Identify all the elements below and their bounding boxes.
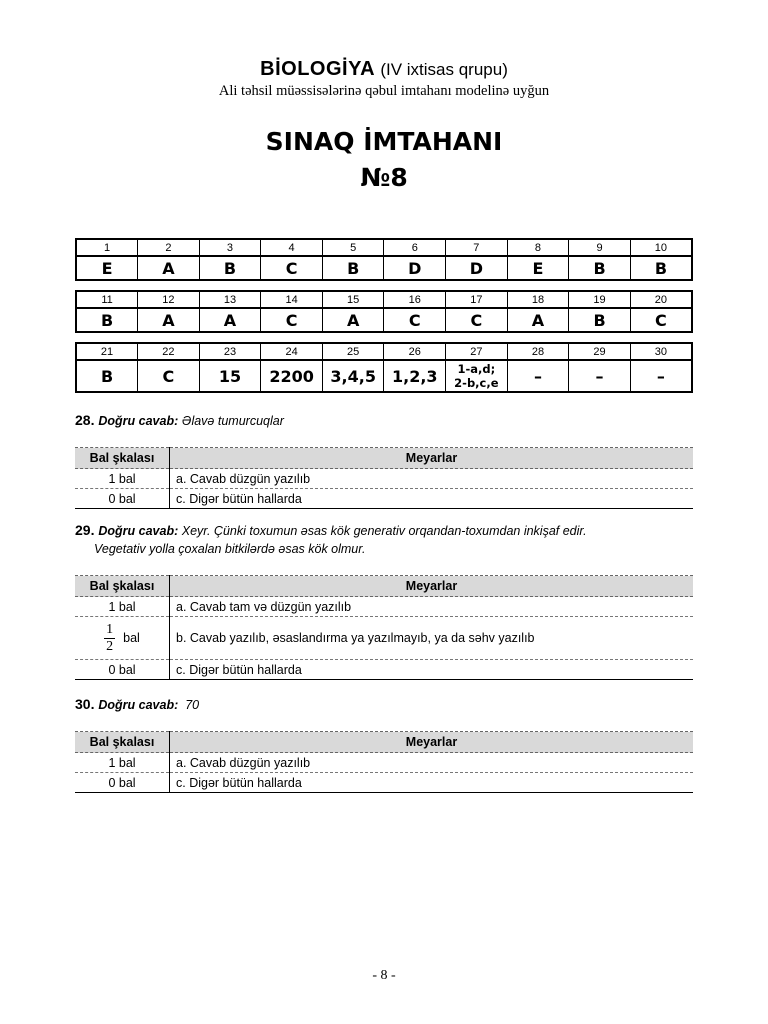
answer-value: A (507, 308, 569, 332)
question-number: 9 (569, 239, 631, 256)
score-cell: 0 bal (75, 660, 170, 680)
question-number: 7 (446, 239, 508, 256)
table-row (75, 597, 693, 617)
criteria-cell: a. Cavab tam və düzgün yazılıb (170, 597, 694, 617)
subject-group: (IV ixtisas qrupu) (380, 60, 508, 79)
question-number: 2 (138, 239, 200, 256)
question-number: 19 (569, 291, 631, 308)
exam-title-block (0, 124, 768, 196)
question-number: 6 (384, 239, 446, 256)
score-scale-header: Bal şkalası (75, 448, 170, 469)
table-row (75, 660, 693, 680)
question-number: 16 (384, 291, 446, 308)
table-row (75, 469, 693, 489)
answer-value: C (446, 308, 508, 332)
answer-value: B (569, 308, 631, 332)
answer-line-1: 1-a,d; (457, 362, 496, 376)
scoring-table-29 (75, 575, 693, 680)
question-number: 17 (446, 291, 508, 308)
table-row (75, 773, 693, 793)
answer-value: – (569, 360, 631, 392)
fraction (104, 622, 115, 655)
criteria-cell: c. Digər bütün hallarda (170, 660, 694, 680)
answer-value: B (569, 256, 631, 280)
score-cell: 1 bal (75, 597, 170, 617)
scoring-table-28 (75, 447, 693, 509)
scoring-table-30 (75, 731, 693, 793)
answer-value: C (261, 308, 323, 332)
answer-value: A (322, 308, 384, 332)
fraction-numerator: 1 (106, 621, 114, 637)
answer-line-2: 2-b,c,e (454, 376, 499, 390)
question-number: 27 (446, 343, 508, 360)
criteria-header: Meyarlar (170, 732, 694, 753)
score-cell-fraction (75, 617, 170, 660)
question-number: 25 (322, 343, 384, 360)
answer-value: A (138, 256, 200, 280)
answer-value-matching (446, 360, 508, 392)
fraction-denominator: 2 (106, 638, 114, 654)
question-number: 29 (569, 343, 631, 360)
question-number-label: 30 (75, 696, 91, 712)
answer-value: – (630, 360, 692, 392)
correct-answer-label: Doğru cavab: (98, 524, 179, 538)
answer-value: A (199, 308, 261, 332)
criteria-header: Meyarlar (170, 576, 694, 597)
question-number: 13 (199, 291, 261, 308)
question-number: 5 (322, 239, 384, 256)
question-number: 21 (76, 343, 138, 360)
question-number: 26 (384, 343, 446, 360)
answer-value: B (322, 256, 384, 280)
answer-value: A (138, 308, 200, 332)
question-number: 4 (261, 239, 323, 256)
question-number: 15 (322, 291, 384, 308)
table-row (75, 489, 693, 509)
question-number: 8 (507, 239, 569, 256)
question-number: 22 (138, 343, 200, 360)
answer-value: E (76, 256, 138, 280)
criteria-cell: c. Digər bütün hallarda (170, 773, 694, 793)
answer-value: B (76, 308, 138, 332)
question-number: 30 (630, 343, 692, 360)
question-number: 11 (76, 291, 138, 308)
score-cell: 1 bal (75, 469, 170, 489)
question-number: 3 (199, 239, 261, 256)
exam-title: SINAQ İMTAHANI (265, 127, 503, 156)
question-number: 1 (76, 239, 138, 256)
page-number: - 8 - (372, 968, 396, 983)
question-number: 18 (507, 291, 569, 308)
correct-answer-text: Əlavə tumurcuqlar (181, 414, 284, 428)
question-number: 10 (630, 239, 692, 256)
answer-value: C (630, 308, 692, 332)
answer-value: C (261, 256, 323, 280)
question-number: 23 (199, 343, 261, 360)
answer-value: B (199, 256, 261, 280)
subtitle: Ali təhsil müəssisələrinə qəbul imtahanı modelinə uyğun (218, 83, 550, 99)
question-number: 20 (630, 291, 692, 308)
question-number-label: 29 (75, 522, 91, 538)
question-number: 24 (261, 343, 323, 360)
score-scale-header: Bal şkalası (75, 732, 170, 753)
question-number: 14 (261, 291, 323, 308)
correct-answer-label: Doğru cavab: (98, 698, 179, 712)
subject-line (0, 56, 768, 83)
answer-value: E (507, 256, 569, 280)
correct-answer-text: Xeyr. Çünki toxumun əsas kök generativ orqandan-toxumdan inkişaf edir. (181, 524, 587, 538)
correct-answer-label: Doğru cavab: (98, 414, 179, 428)
answer-value: D (446, 256, 508, 280)
question-number-label: 28 (75, 412, 91, 428)
answer-value: C (138, 360, 200, 392)
criteria-header: Meyarlar (170, 448, 694, 469)
score-scale-header: Bal şkalası (75, 576, 170, 597)
answer-key-table-1 (75, 238, 693, 281)
question-number: 12 (138, 291, 200, 308)
answer-value: 15 (199, 360, 261, 392)
answer-value: 1,2,3 (384, 360, 446, 392)
criteria-cell: b. Cavab yazılıb, əsaslandırma ya yazılmayıb, ya da səhv yazılıb (170, 617, 694, 660)
subject-title: BİOLOGİYA (260, 58, 376, 80)
correct-answer-text-cont: Vegetativ yolla çoxalan bitkilərdə əsas kök olmur. (94, 542, 366, 556)
answer-value: C (384, 308, 446, 332)
answer-value: 3,4,5 (322, 360, 384, 392)
answer-value: – (507, 360, 569, 392)
score-cell: 1 bal (75, 753, 170, 773)
table-row (75, 617, 693, 660)
criteria-cell: c. Digər bütün hallarda (170, 489, 694, 509)
score-unit: bal (123, 630, 140, 645)
correct-answer-text: 70 (185, 698, 200, 712)
question-number: 28 (507, 343, 569, 360)
question-28-answer: 28. Doğru cavab: Əlavə tumurcuqlar (75, 412, 284, 428)
answer-value: B (76, 360, 138, 392)
answer-value: B (630, 256, 692, 280)
score-cell: 0 bal (75, 773, 170, 793)
exam-number: №8 (360, 163, 408, 192)
document-header (0, 56, 768, 100)
answer-key-table-2 (75, 290, 693, 333)
criteria-cell: a. Cavab düzgün yazılıb (170, 469, 694, 489)
answer-key-table-3 (75, 342, 693, 393)
answer-value: 2200 (261, 360, 323, 392)
question-30-answer: 30. Doğru cavab: 70 (75, 696, 200, 712)
answer-value: D (384, 256, 446, 280)
criteria-cell: a. Cavab düzgün yazılıb (170, 753, 694, 773)
score-cell: 0 bal (75, 489, 170, 509)
table-row (75, 753, 693, 773)
question-29-answer: 29. Doğru cavab: Xeyr. Çünki toxumun əsas kök generativ orqandan-toxumdan inkişaf edir. Vegetativ yolla çoxalan bitkilərdə əsas kök olmur. (75, 522, 587, 556)
